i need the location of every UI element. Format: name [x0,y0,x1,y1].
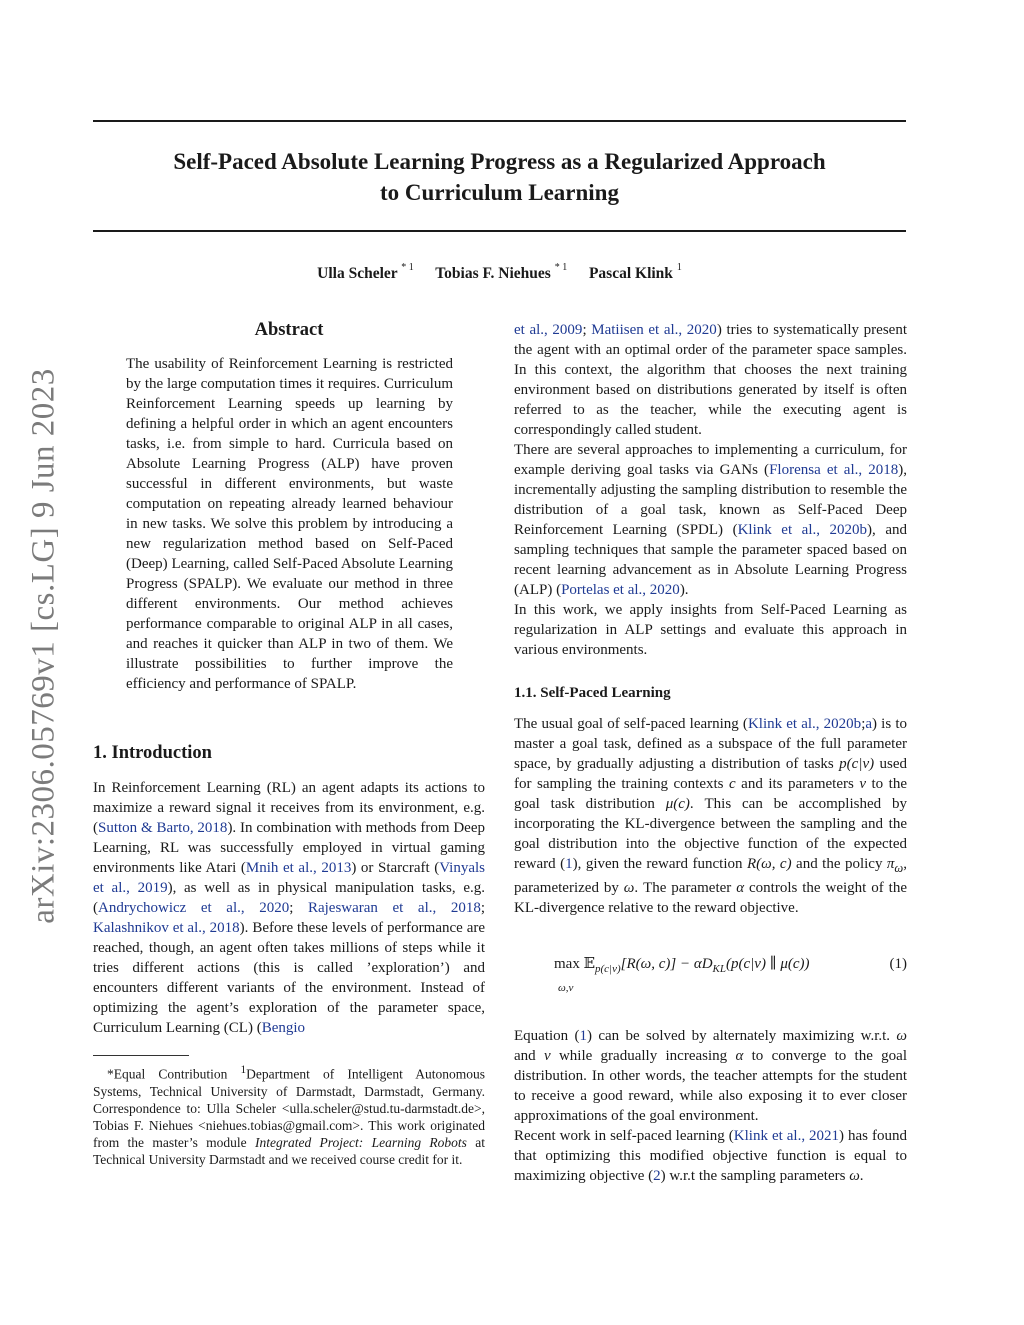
top-rule [93,120,906,122]
equation-paragraph: Equation (1) can be solved by alternately maximizing w.r.t. ω and ν while gradually increasing α to converge to the goal distribution. In other words, the teacher attempts for the student to receive a good reward, while also exposing it to ever closer approximations of the goal environment. [514,1028,907,1124]
citation-link[interactable]: Klink et al., 2020b [747,716,862,732]
bottom-rule [93,230,906,232]
right-paragraph-1: et al., 2009; Matiisen et al., 2020) tries to systematically present the agent with an optimal order of the parameter space samples. In this context, the algorithm that chooses the next training environment based on distributions generated by itself is often referred to as the teacher, while the executing agent is correspondingly called student. [514,322,907,438]
left-column [93,318,485,1168]
equation-1 [514,944,907,1004]
right-column [514,320,907,1186]
citation-link[interactable]: Sutton & Barto, 2018 [98,820,228,836]
footnote: *Equal Contribution $^1$Department of Intelligent Autonomous Systems, Technical University of Darmstadt, Darmstadt, Germany. Correspondence to: Ulla Scheler <ulla.scheler@stud.tu-darmstadt.de>, Tobias F. Niehues <niehues.tobias@gmail.com>. This work originated from the master’s module Integrated Project: Learning Robots at Technical University Darmstadt and we received course credit for it. [93,1064,485,1167]
paper-title [93,146,906,208]
citation-link[interactable]: Mnih et al., 2013 [245,860,352,876]
introduction-heading: 1. Introduction [93,743,212,763]
right-paragraph-3: In this work, we apply insights from Self-Paced Learning as regularization in ALP settings and evaluate this approach in various environments. [514,602,907,658]
citation-link[interactable]: Matiisen et al., 2020 [591,322,717,338]
subsection-heading: 1.1. Self-Paced Learning [514,685,671,701]
equation-link[interactable]: 1 [579,1028,588,1044]
title-line-1: Self-Paced Absolute Learning Progress as a Regularized Approach [173,149,826,174]
title-line-2: to Curriculum Learning [380,180,619,205]
citation-link[interactable]: Portelas et al., 2020 [561,582,680,598]
equation-link[interactable]: 2 [653,1168,661,1184]
citation-link[interactable]: Andrychowicz et al., 2020 [98,900,290,916]
introduction-paragraph: In Reinforcement Learning (RL) an agent adapts its actions to maximize a reward signal it receives from its environment, e.g. (Sutton & Barto, 2018). In combination with methods from Deep Learning, RL was successfully employed in virtual gaming environments like Atari (Mnih et al., 2013) or Starcraft (Vinyals et al., 2019), as well as in physical manipulation tasks, e.g. (Andrychowicz et al., 2020; Rajeswaran et al., 2018; Kalashnikov et al., 2018). Before these levels of performance are reached, though, an agent often takes millions of steps while it tries different actions (this is called ’exploration’) and encounters different variants of the environment. Instead of optimizing the agent’s exploration of the parameter space, Curriculum Learning (CL) (Bengio [93,780,486,1036]
citation-link[interactable]: et al., 2009 [514,322,583,338]
footnote-rule [93,1055,189,1056]
author-1: Ulla Scheler $^{* 1}$ [317,261,414,282]
citation-link[interactable]: Klink et al., 2021 [733,1128,840,1144]
citation-link[interactable]: Bengio [261,1020,306,1036]
self-paced-paragraph: The usual goal of self-paced learning (Klink et al., 2020b;a) is to master a goal task, defined as a subspace of the full parameter space, by gradually adjusting a distribution of tasks p(c|ν) used for sampling the training contexts c and its parameters ν to the goal task distribution μ(c). This can be accomplished by incorporating the KL-divergence between the sampling and the goal distribution into the objective function of the expected reward (1), given the reward function R(ω, c) and the policy $\pi_\omega$, parameterized by ω. The parameter α controls the weight of the KL-divergence relative to the reward objective. [514,716,908,916]
citation-link[interactable]: Rajeswaran et al., 2018 [307,900,481,916]
author-3: Pascal Klink $^1$ [588,261,682,282]
arxiv-stamp: arXiv:2306.05769v1 [cs.LG] 9 Jun 2023 [25,368,62,924]
citation-link[interactable]: a [865,716,873,732]
author-list [93,261,906,283]
citation-link[interactable]: Florensa et al., 2018 [769,462,899,478]
equation-link[interactable]: 1 [565,856,573,872]
equation-number: (1) [889,956,907,972]
citation-link[interactable]: Klink et al., 2020b [737,522,868,538]
right-paragraph-2: There are several approaches to implementing a curriculum, for example deriving goal tasks via GANs (Florensa et al., 2018), incrementally adjusting the sampling distribution to resemble the distribution of a goal task, known as Self-Paced Deep Reinforcement Learning (SPDL) (Klink et al., 2020b), and sampling techniques that sample the parameter spaced based on recent learning advancement as in Absolute Learning Progress (ALP) (Portelas et al., 2020). [514,442,908,598]
equation-body: max 𝔼$_{p(c|\nu)}$[R(ω, $c)] - \alpha D_{KL}(p(c|\nu)$ ∥ μ(c)) [554,956,810,975]
citation-link[interactable]: Kalashnikov et al., 2018 [93,920,240,936]
author-2: Tobias F. Niehues $^{* 1}$ [435,261,568,282]
equation-subscript: ω,ν [558,982,574,994]
citation-link[interactable]: Vinyals et al., 2019 [93,860,486,896]
recent-work-paragraph: Recent work in self-paced learning (Klink et al., 2021) has found that optimizing this modified objective function is equal to maximizing objective (2) w.r.t the sampling parameters ω. [514,1128,907,1184]
abstract-text: The usability of Reinforcement Learning is restricted by the large computation times it requires. Curriculum Reinforcement Learning speeds up learning by defining a helpful order in which an agent encounters tasks, i.e. from simple to hard. Curricula based on Absolute Learning Progress (ALP) have proven successful in different environments, but waste computation on repeating already learned behaviour in new tasks. We solve this problem by introducing a new regularization method based on Self-Paced (Deep) Learning, called Self-Paced Absolute Learning Progress (SPALP). We evaluate our method in three different environments. Our method achieves performance comparable to original ALP in all cases, and reaches it quicker than ALP in two of them. We illustrate possibilities to further improve the efficiency and performance of SPALP. [126,356,453,692]
abstract-heading: Abstract [254,320,324,340]
